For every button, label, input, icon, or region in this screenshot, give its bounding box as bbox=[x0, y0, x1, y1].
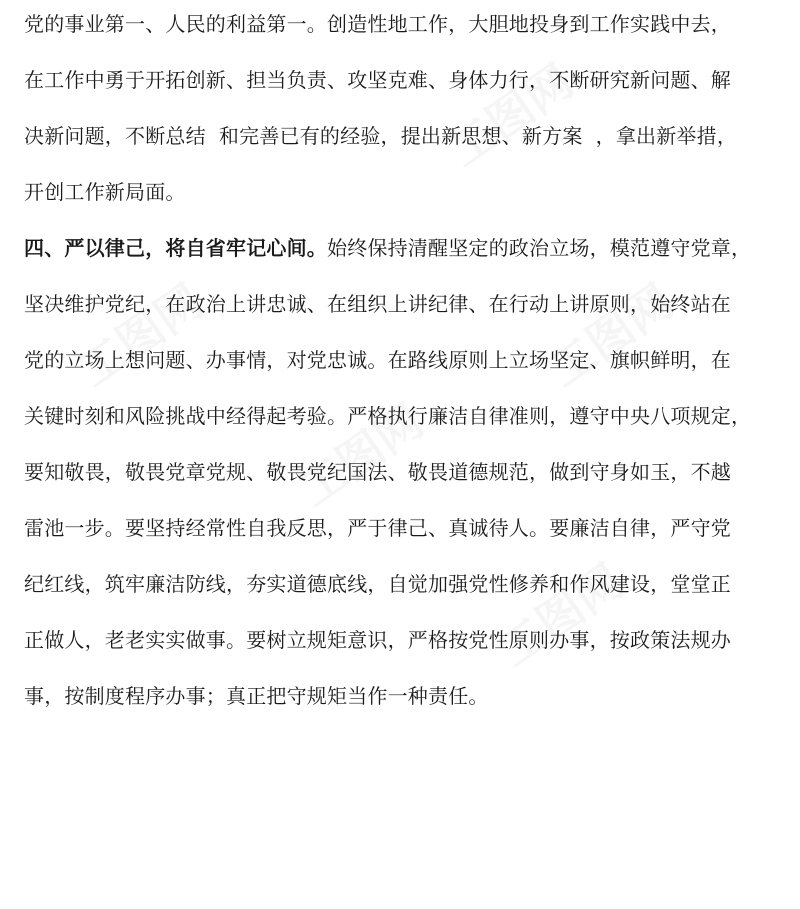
paragraph-line: 坚决维护党纪，在政治上讲忠诚、在组织上讲纪律、在行动上讲原则，始终站在 bbox=[24, 292, 731, 316]
paragraph-line: 党的立场上想问题、办事情，对党忠诚。在路线原则上立场坚定、旗帜鲜明，在 bbox=[24, 348, 731, 372]
watermark: 工图网 bbox=[538, 273, 683, 398]
paragraph-line: 在工作中勇于开拓创新、担当负责、攻坚克难、身体力行，不断研究新问题、解 bbox=[24, 68, 731, 92]
paragraph-line: 要知敬畏，敬畏党章党规、敬畏党纪国法、敬畏道德规范，做到守身如玉，不越 bbox=[24, 460, 731, 484]
paragraph-line: 始终保持清醒坚定的政治立场，模范遵守党章， bbox=[327, 236, 752, 260]
section-first-line bbox=[24, 234, 751, 262]
section-heading: 四、严以律己，将自省牢记心间。 bbox=[24, 236, 327, 260]
paragraph-line: 纪红线，筑牢廉洁防线，夯实道德底线，自觉加强党性修养和作风建设，堂堂正 bbox=[24, 572, 731, 596]
paragraph-line: 正做人，老老实实做事。要树立规矩意识，严格按党性原则办事，按政策法规办 bbox=[24, 628, 731, 652]
watermark: 工图网 bbox=[438, 53, 583, 178]
paragraph-line: 事，按制度程序办事；真正把守规矩当作一种责任。 bbox=[24, 684, 489, 708]
paragraph-line: 党的事业第一、人民的利益第一。创造性地工作，大胆地投身到工作实践中去， bbox=[24, 12, 731, 36]
paragraph-line: 关键时刻和风险挑战中经得起考验。严格执行廉洁自律准则，遵守中央八项规定， bbox=[24, 404, 752, 428]
paragraph-line: 决新问题，不断总结 和完善已有的经验，提出新思想、新方案 ，拿出新举措， bbox=[24, 124, 738, 148]
watermark: 工图网 bbox=[288, 393, 433, 518]
watermark: 工图网 bbox=[68, 273, 213, 398]
paragraph-line: 开创工作新局面。 bbox=[24, 180, 186, 204]
watermark: 工图网 bbox=[488, 553, 633, 678]
paragraph-line: 雷池一步。要坚持经常性自我反思，严于律己、真诚待人。要廉洁自律，严守党 bbox=[24, 516, 731, 540]
